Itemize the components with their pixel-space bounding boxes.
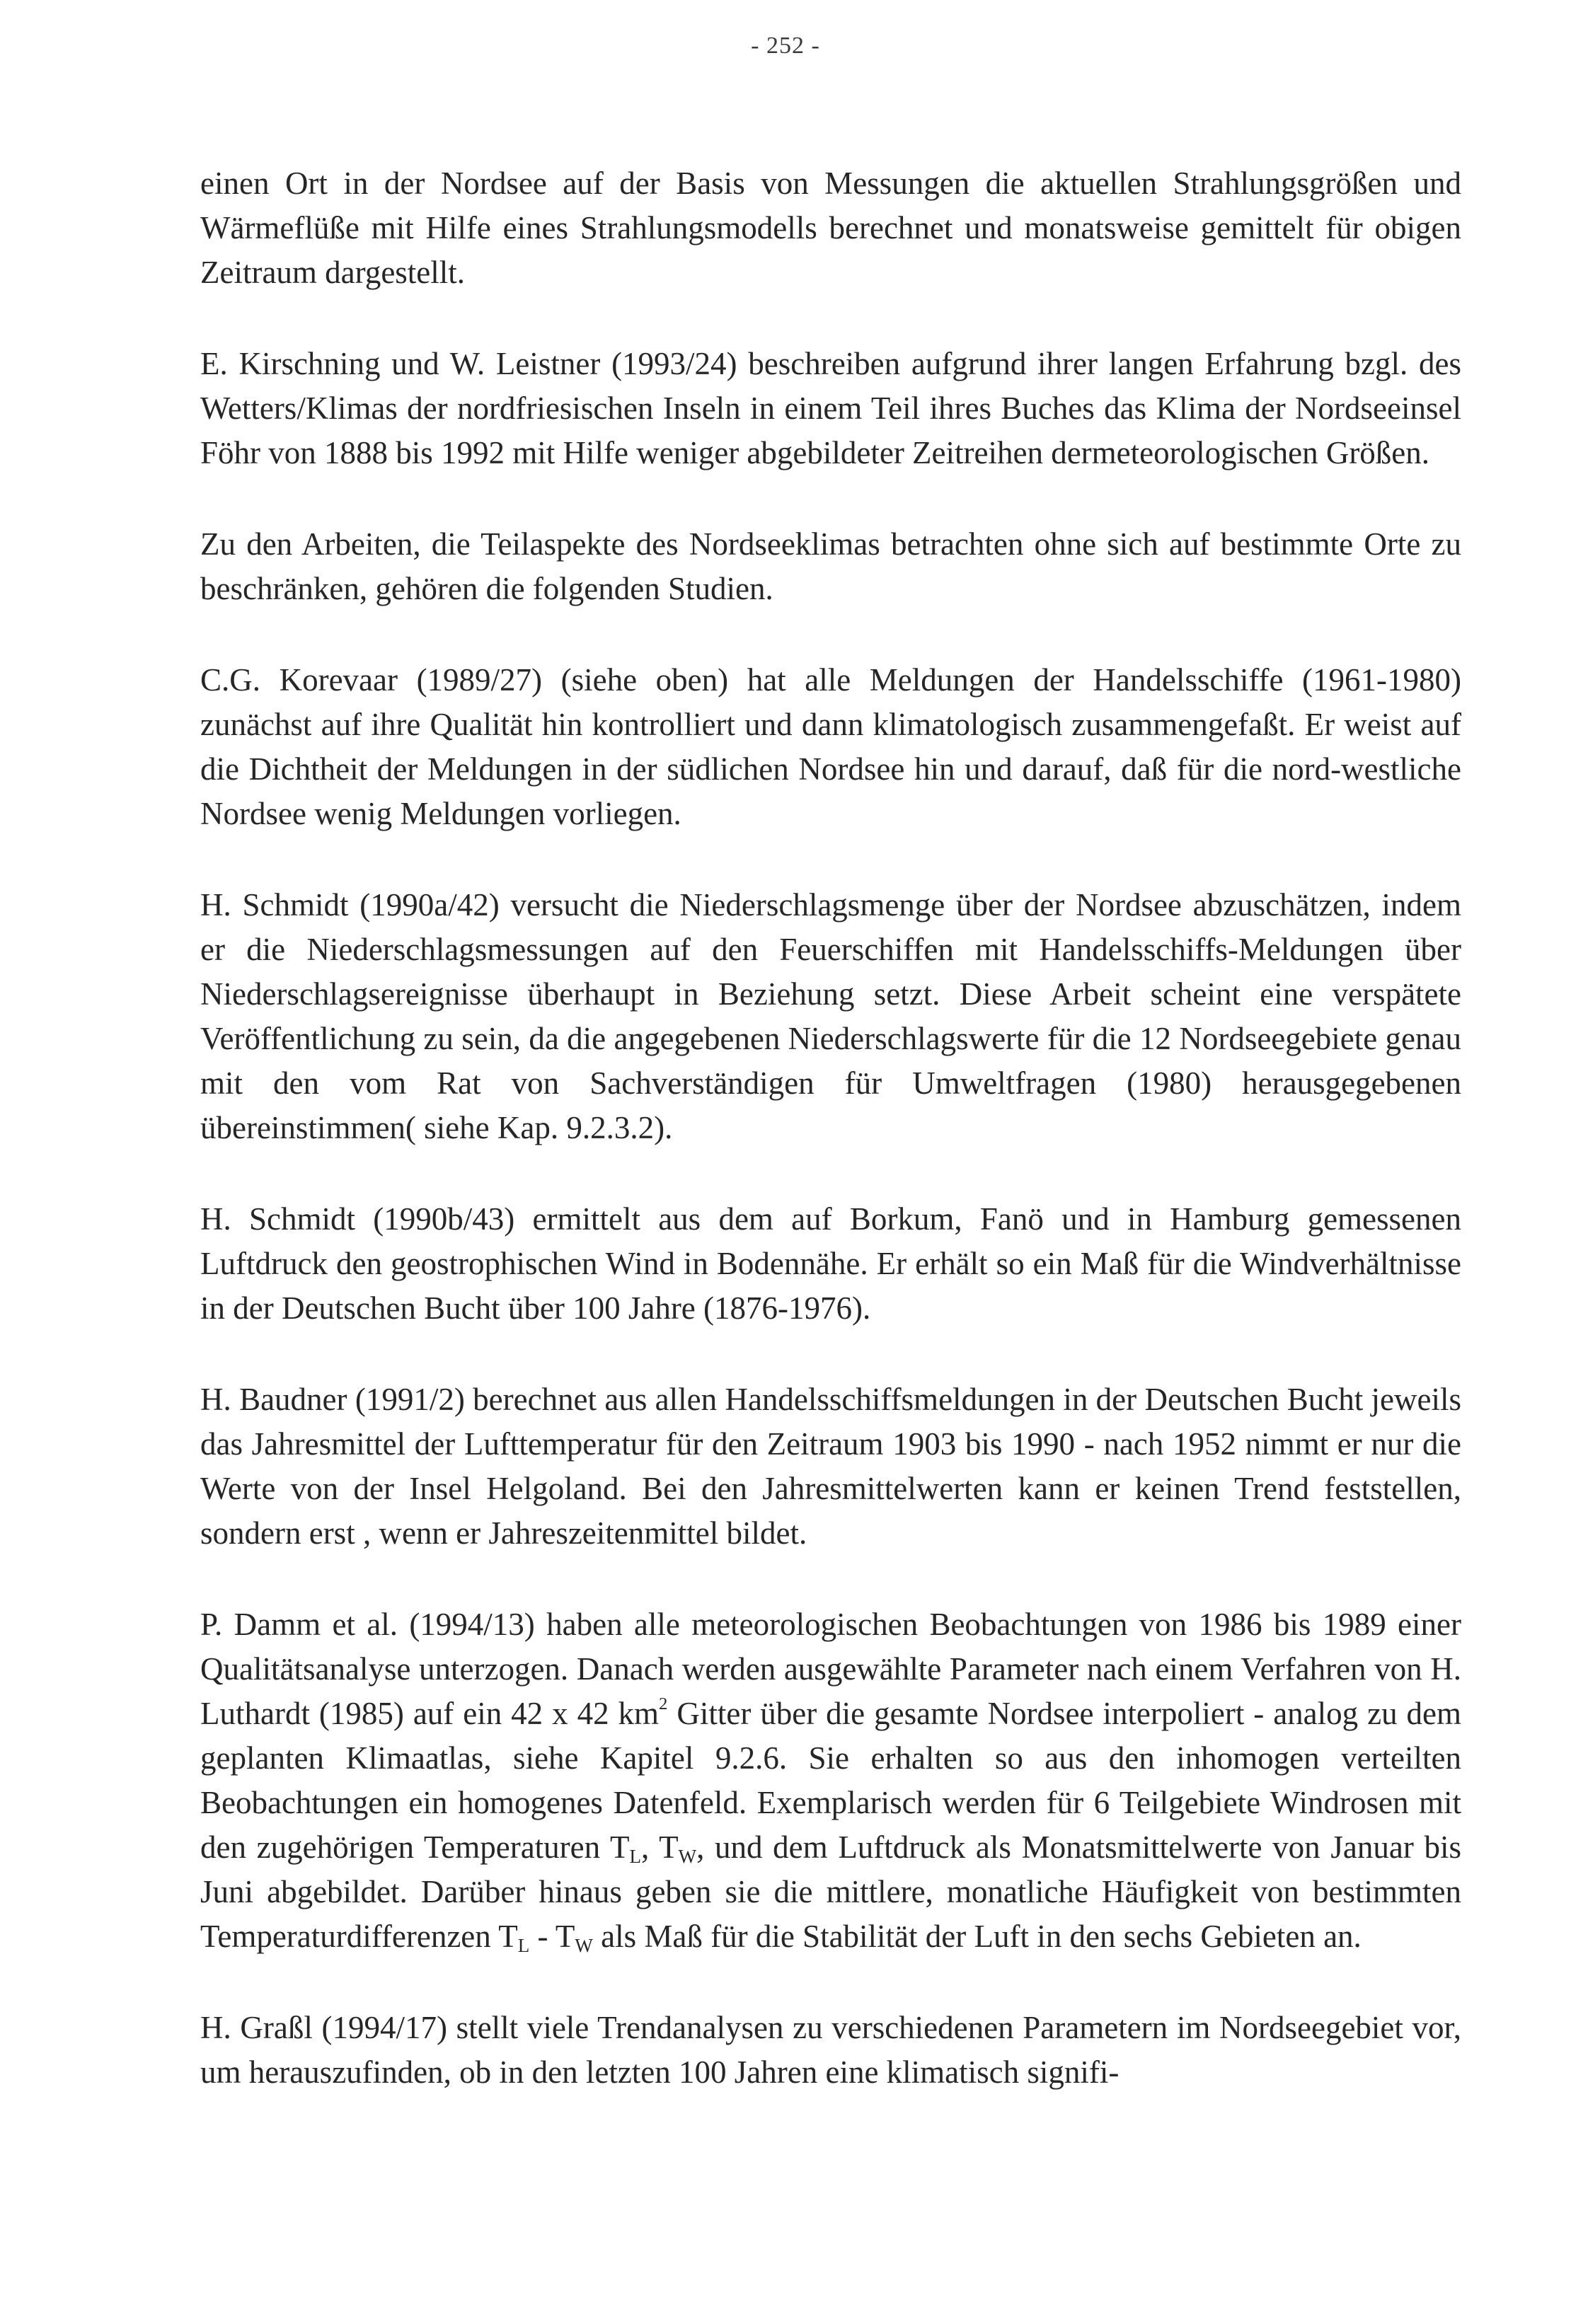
paragraph-text: H. Schmidt (1990b/43) ermittelt aus dem auf Borkum, Fanö und in Hamburg gemessenen Luftdruck den geostrophischen Wind in Bodennähe. Er erhält so ein Maß für die Windverhältnisse in der Deutschen Bucht über 100 Jahre (1876-1976).: [200, 1201, 1461, 1326]
body-text: [200, 161, 1461, 2095]
subscript-w: W: [575, 1934, 593, 1956]
paragraph-text: H. Graßl (1994/17) stellt viele Trendanalysen zu verschiedenen Parametern im Nordseegebiet vor, um herauszufinden, ob in den letzten 100 Jahren eine klimatisch signifi-: [200, 2010, 1461, 2090]
paragraph-schmidt-1990b: [200, 1197, 1461, 1331]
superscript-squared: 2: [659, 1694, 668, 1713]
subscript-w: W: [678, 1845, 697, 1867]
paragraph-damm: [200, 1602, 1461, 1959]
paragraph-baudner: [200, 1377, 1461, 1556]
paragraph-text: einen Ort in der Nordsee auf der Basis von Messungen die aktuellen Strahlungsgrößen und Wärmeflüße mit Hilfe eines Strahlungsmodells berechnet und monatsweise gemittelt für obigen Zeitraum dargestellt.: [200, 166, 1461, 290]
paragraph-kirschning-leistner: [200, 342, 1461, 475]
paragraph-text: E. Kirschning und W. Leistner (1993/24) beschreiben aufgrund ihrer langen Erfahrung bzgl. des Wetters/Klimas der nordfriesischen Inseln in einem Teil ihres Buches das Klima der Nordseeinsel Föhr von 1888 bis 1992 mit Hilfe weniger abgebildeter Zeitreihen dermeteorologischen Größen.: [200, 346, 1461, 470]
page-number: - 252 -: [751, 33, 820, 59]
paragraph-text: als Maß für die Stabilität der Luft in den sechs Gebieten an.: [592, 1919, 1362, 1954]
paragraph-text: H. Schmidt (1990a/42) versucht die Niederschlagsmenge über der Nordsee abzuschätzen, indem er die Niederschlagsmessungen auf den Feuerschiffen mit Handelsschiffs-Meldungen über Niederschlagsereignisse überhaupt in Beziehung setzt. Diese Arbeit scheint eine verspätete Veröffentlichung zu sein, da die angegebenen Niederschlagswerte für die 12 Nordseegebiete genau mit den vom Rat von Sachverständigen für Umweltfragen (1980) herausgegebenen übereinstimmen( siehe Kap. 9.2.3.2).: [200, 887, 1461, 1145]
paragraph-korevaar: [200, 658, 1461, 836]
paragraph-text: Gitter über die gesamte Nordsee interpoliert - analog zu dem geplanten Klimaatlas, siehe Kapitel 9.2.6. Sie erhalten so aus den inhomogen verteilten Beobachtungen ein homogenes Datenfeld. Exemplarisch werden für 6 Teilgebiete Windrosen mit den zugehörigen Temperaturen T: [200, 1696, 1462, 1865]
paragraph-text: H. Baudner (1991/2) berechnet aus allen Handelsschiffsmeldungen in der Deutschen Bucht jeweils das Jahresmittel der Lufttemperatur für den Zeitraum 1903 bis 1990 - nach 1952 nimmt er nur die Werte von der Insel Helgoland. Bei den Jahresmittelwerten kann er keinen Trend feststellen, sondern erst , wenn er Jahreszeitenmittel bildet.: [200, 1382, 1461, 1551]
paragraph-strahlungsmodell: [200, 161, 1461, 295]
paragraph-grassl: [200, 2006, 1461, 2095]
subscript-l: L: [517, 1934, 530, 1956]
paragraph-text: - T: [529, 1919, 575, 1954]
paragraph-text: Zu den Arbeiten, die Teilaspekte des Nordseeklimas betrachten ohne sich auf bestimmte Orte zu beschränken, gehören die folgenden Studien.: [200, 526, 1461, 606]
paragraph-text: , und dem Luftdruck als Monatsmittelwerte von Januar bis Juni abgebildet. Darüber hinaus geben sie die mittlere, monatliche Häufigkeit von bestimmten Temperaturdifferenzen T: [200, 1829, 1461, 1954]
paragraph-text: P. Damm et al. (1994/13) haben alle meteorologischen Beobachtungen von 1986 bis 1989 einer Qualitätsanalyse unterzogen. Danach werden ausgewählte Parameter nach einem Verfahren von H. Luthardt (1985) auf ein 42 x 42 km: [200, 1607, 1461, 1731]
subscript-l: L: [629, 1845, 641, 1867]
paragraph-text: C.G. Korevaar (1989/27) (siehe oben) hat alle Meldungen der Handelsschiffe (1961-1980) zunächst auf ihre Qualität hin kontrolliert und dann klimatologisch zusammengefaßt. Er weist auf die Dichtheit der Meldungen in der südlichen Nordsee hin und darauf, daß für die nord-westliche Nordsee wenig Meldungen vorliegen.: [200, 662, 1461, 831]
paragraph-schmidt-1990a: [200, 883, 1461, 1150]
paragraph-teilaspekte: [200, 522, 1461, 611]
paragraph-text: , T: [640, 1829, 679, 1865]
